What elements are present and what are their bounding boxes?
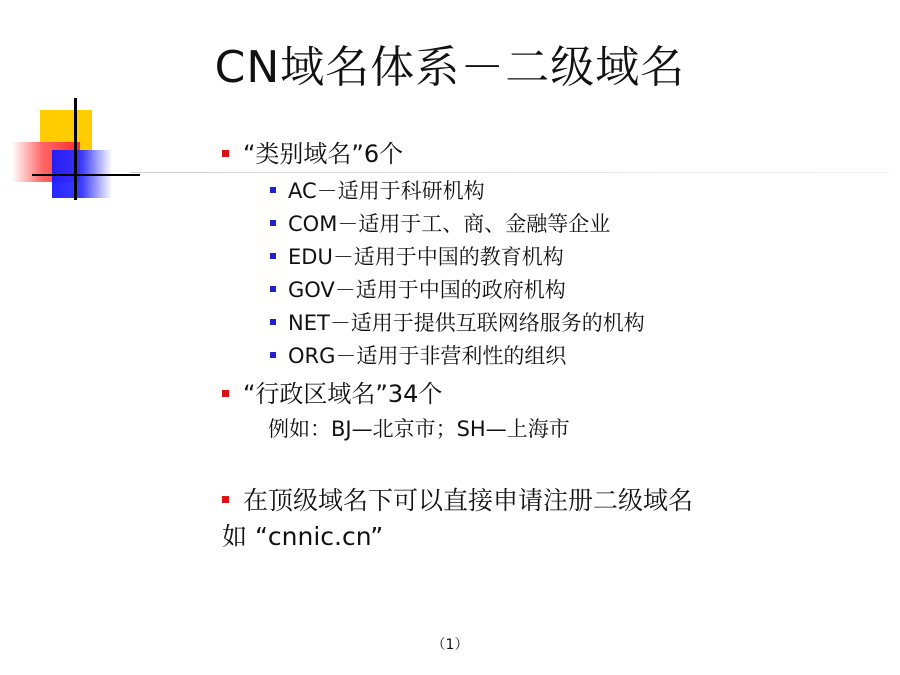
blue-bullet-icon (270, 286, 276, 292)
blue-bullet-icon (270, 253, 276, 259)
domain-code: NET (288, 311, 330, 335)
blue-bullet-icon (270, 319, 276, 325)
red-bullet-icon (222, 150, 229, 157)
deco-horizontal-line (32, 174, 140, 176)
blue-bullet-icon (270, 220, 276, 226)
list-item (270, 209, 610, 239)
blue-bullet-icon (270, 352, 276, 358)
bullet-label: “行政区域名”34个 (243, 380, 443, 408)
blue-bullet-icon (270, 187, 276, 193)
registration-example: 如 “cnnic.cn” (222, 522, 384, 551)
red-bullet-icon (222, 390, 229, 397)
bullet-label: 在顶级域名下可以直接申请注册二级域名 (243, 486, 694, 515)
list-item (270, 341, 566, 371)
list-item (270, 242, 564, 272)
bullet-label: “类别域名”6个 (243, 140, 404, 168)
domain-desc: －适用于非营利性的组织 (335, 344, 567, 368)
domain-desc: －适用于提供互联网络服务的机构 (329, 311, 645, 335)
page-number: （1） (431, 637, 469, 653)
list-item (270, 275, 566, 305)
domain-desc: －适用于中国的教育机构 (332, 245, 564, 269)
slide-title: CN域名体系－二级域名 (214, 42, 686, 93)
list-item (270, 308, 645, 338)
region-example: 例如：BJ—北京市；SH—上海市 (268, 417, 570, 441)
domain-code: COM (288, 212, 338, 236)
domain-code: EDU (288, 245, 333, 269)
domain-desc: －适用于科研机构 (316, 179, 485, 203)
domain-code: ORG (288, 344, 336, 368)
bullet-category-domains (222, 138, 403, 170)
bullet-direct-registration (222, 484, 693, 518)
decorative-logo (0, 90, 130, 210)
domain-code: AC (288, 179, 317, 203)
domain-desc: －适用于工、商、金融等企业 (337, 212, 611, 236)
title-divider (130, 172, 890, 173)
bullet-region-domains (222, 378, 442, 410)
domain-code: GOV (288, 278, 335, 302)
list-item (270, 176, 485, 206)
red-bullet-icon (222, 496, 229, 503)
domain-desc: －适用于中国的政府机构 (334, 278, 566, 302)
deco-vertical-line (74, 98, 77, 200)
